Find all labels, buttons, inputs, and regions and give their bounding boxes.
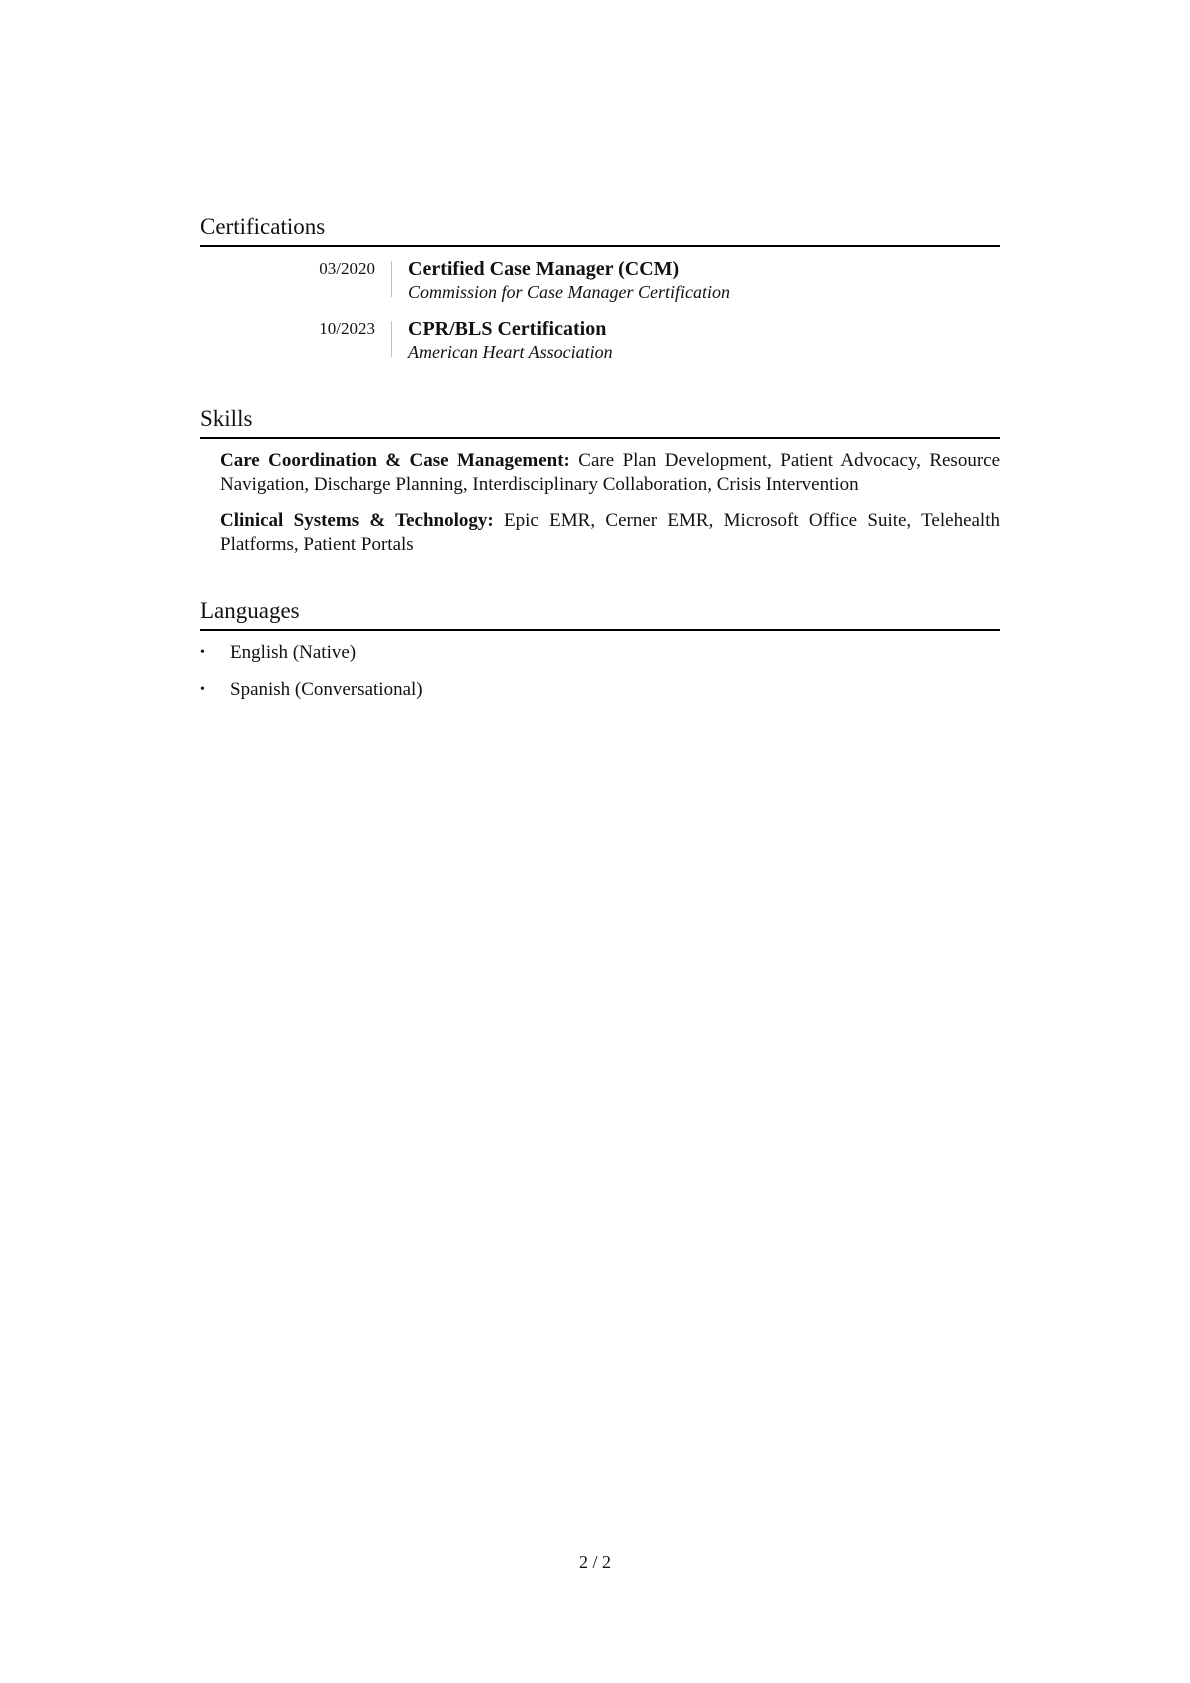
skill-group-label: Care Coordination & Case Management:	[220, 450, 570, 471]
skill-group-items: Epic EMR, Cerner EMR, Microsoft Office Suite, Telehealth Platforms, Patient Portals	[220, 510, 1000, 555]
certification-issuer: American Heart Association	[408, 342, 613, 362]
certifications-section	[200, 213, 1000, 367]
certification-date: 03/2020	[319, 259, 375, 278]
certification-name: Certified Case Manager (CCM)	[408, 258, 680, 280]
skills-section	[200, 405, 1000, 557]
certification-entry	[200, 317, 1000, 367]
certification-divider	[391, 321, 392, 357]
skills-heading: Skills	[200, 405, 1000, 439]
language-text: English (Native)	[230, 642, 357, 663]
language-item	[200, 678, 1000, 702]
page-number: 2 / 2	[578, 1552, 611, 1572]
certification-details	[408, 257, 730, 303]
bullet-icon: •	[200, 645, 205, 660]
certification-name: CPR/BLS Certification	[408, 318, 607, 340]
language-text: Spanish (Conversational)	[230, 679, 423, 700]
languages-heading: Languages	[200, 597, 1000, 631]
skill-group-label: Clinical Systems & Technology:	[220, 510, 494, 531]
languages-list	[200, 641, 1000, 702]
language-item	[200, 641, 1000, 665]
bullet-icon: •	[200, 682, 205, 697]
certification-divider	[391, 261, 392, 297]
skill-group	[220, 509, 1000, 557]
certification-date: 10/2023	[319, 319, 375, 338]
certification-details	[408, 317, 613, 363]
certification-entry	[200, 257, 1000, 307]
certification-issuer: Commission for Case Manager Certification	[408, 282, 731, 302]
certifications-heading: Certifications	[200, 213, 1000, 247]
skill-group-items: Care Plan Development, Patient Advocacy, Resource Navigation, Discharge Planning, Interdisciplinary Collaboration, Crisis Intervention	[220, 450, 1001, 495]
languages-section	[200, 597, 1000, 715]
skill-group	[220, 449, 1000, 497]
